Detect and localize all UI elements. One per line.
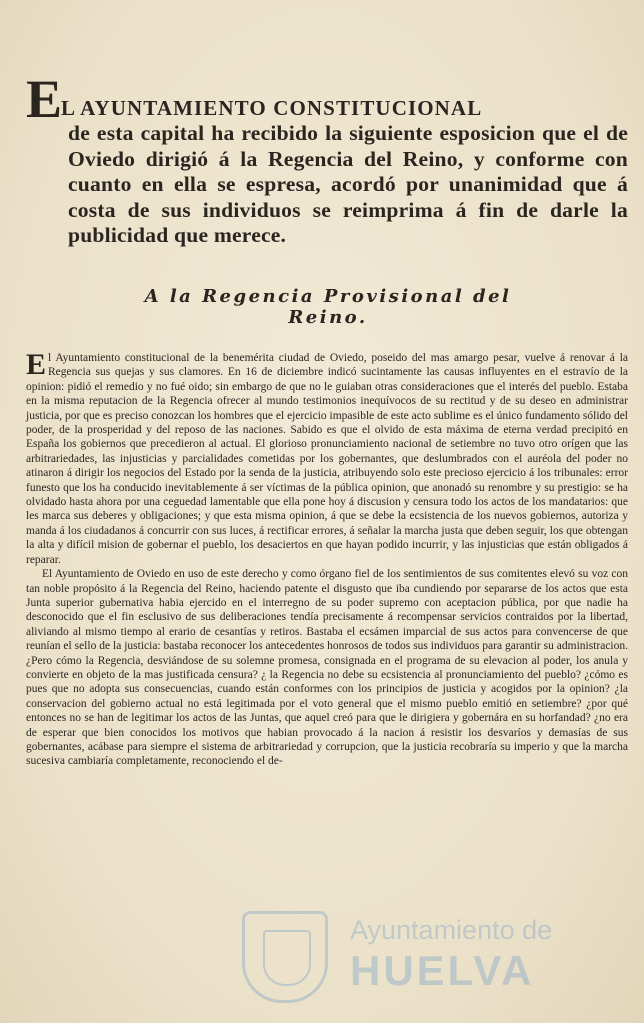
- watermark-line-1: Ayuntamiento de: [350, 915, 553, 945]
- coat-of-arms-icon: [242, 911, 328, 1003]
- document-heading: [26, 69, 626, 129]
- heading-drop-cap: E: [26, 69, 62, 129]
- salutation: A la Regencia Provisional del Reino.: [144, 286, 512, 328]
- body-drop-cap: E: [26, 348, 47, 381]
- body-paragraph-1: [26, 348, 628, 567]
- intro-paragraph: de esta capital ha recibido la siguiente esposicion que el de Oviedo dirigió á la Regencia del Reino, y conforme con cuanto en ella se espresa, acordó por unanimidad que á costa de sus individuos se reimprima á fin de darle la publicidad que merece.: [68, 121, 628, 247]
- archive-watermark: [242, 905, 582, 1005]
- body-paragraph-2: El Ayuntamiento de Oviedo en uso de este derecho y como órgano fiel de los sentimientos de sus comitentes elevó su voz con tan noble propósito á la Regencia del Reino, haciendo patente el disgusto que iba cundiendo por separarse de los actos que esta Junta superior gubernativa habia ejercido en el interregno de su poder supremo con aceptacion pública, por que nadie ha desconocido que el fin esclusivo de sus deliberaciones tendía precisamente á recompensar servicios contraidos por la libertad, aliviando al mismo tiempo al erario de cesantías y retiros. Bastaba el ecsámen imparcial de sus actos para convencerse de que reunían el sello de la justicia: bastaba reconocer los antecedentes honrosos de todos sus individuos para garantir su administracion. ¿Pero cómo la Regencia, desviándose de su solemne promesa, consignada en el programa de su elevacion al poder, los anula y convierte en objeto de la mas justificada censura? ¿ la Regencia no debe su ecsistencia al pronunciamiento del pueblo? ¿cómo es pues que no adopta sus consecuencias, cuando están conformes con los principios de justicia y acogidos por la opinion? ¿la conservacion del gobierno actual no está legitimada por el voto general que el mismo pueblo emitió en setiembre? ¿por qué entonces no se han de legitimar los actos de las Juntas, que aquel creó para que le dirigiera y gobernára en su horfandad? ¿no era de esperar que bien conocidos los motivos que habian provocado á la nacion á resistir los desvaríos y demasías de sus gobernantes, acábase para siempre el sistema de arbitrariedad y corrupcion, que la justicia recobraría su imperio y que la marcha sucesiva cambiaría completamente, reconociendo el de-: [26, 568, 628, 768]
- heading-title: L AYUNTAMIENTO CONSTITUCIONAL: [61, 96, 483, 120]
- body-text: [26, 348, 628, 769]
- body-paragraph-1-text: l Ayuntamiento constitucional de la benemérita ciudad de Oviedo, poseido del mas amargo pesar, vuelve á renovar á la Regencia sus quejas y sus clamores. En 16 de diciembre indicó sucintamente las causas influyentes en el estravío de la opinion: pidió el remedio y no fué oido; sin embargo de que no le guiaban otras consideraciones que el interés del pueblo. Estaba en la misma reputacion de la Regencia ofrecer al mundo testimonios inequívocos de su rectitud y de su deseo en administrar justicia, por que es preciso conozcan los hombres que el ejercicio impasible de este acto sublime es el único fundamento sólido del poder, de la prosperidad y del reposo de las naciones. Sabido es que el olvido de esta máxima de eterna verdad precipitó en España los gobiernos que precedieron al actual. El glorioso pronunciamiento nacional de setiembre no tuvo otro orígen que las arbitrariedades, las injusticias y parcialidades cometidas por los gobernantes, que deslumbrados con el auréola del poder no atinaron á dirigir los negocios del Estado por la senda de la justicia, atribuyendo solo este precioso ejercicio á los tribunales: error funesto que los ha conducido inevitablemente á ser víctimas de la pública opinion, que anonadó su renombre y su prestigio: se ha olvidado hasta ahora por una ceguedad lamentable que ella pone hoy á discusion y censura todo los actos de los mandatarios: que les marca sus deberes y obligaciones; y que esta misma opinion, á que se debe la ecsistencia de los nuevos gobiernos, autoriza y manda á los ciudadanos á concurrir con sus luces, á rectificar errores, á señalar la marcha justa que deben seguir, los que obtengan la alta y difícil mision de gobernar el pueblo, los desaciertos en que hayan podido incurrir, y las injusticias que están obligados á reparar.: [26, 352, 628, 566]
- watermark-line-2: HUELVA: [350, 947, 535, 994]
